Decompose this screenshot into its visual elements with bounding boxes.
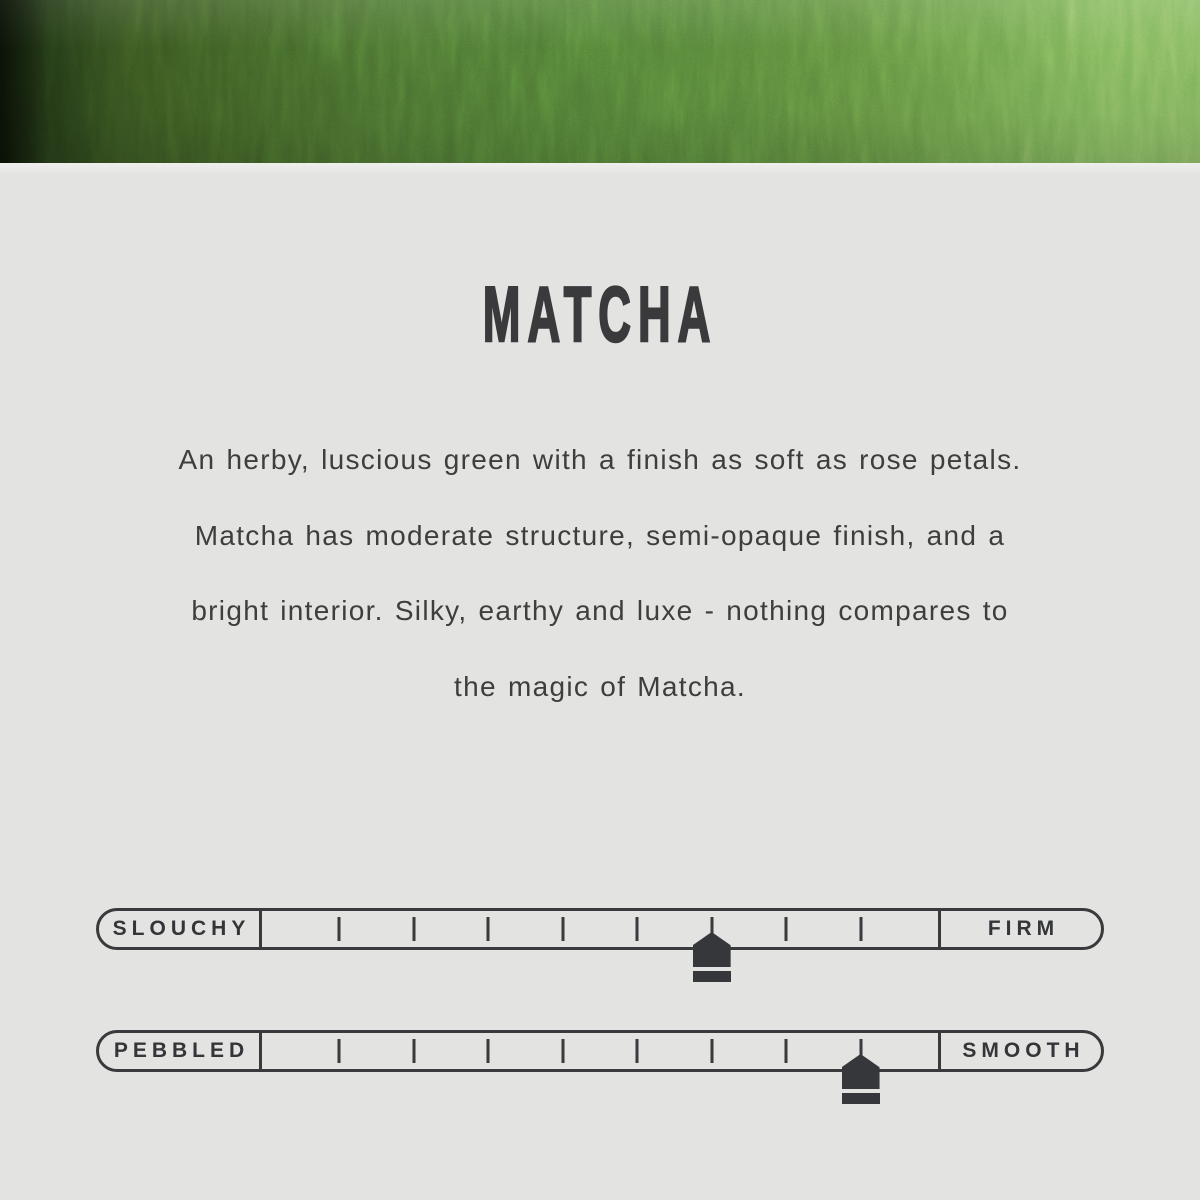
scale-left-label: PEBBLED [99, 1033, 262, 1069]
marker-base [693, 971, 731, 982]
scale-marker [693, 932, 731, 982]
scale-marker [842, 1054, 880, 1104]
scale-tick [487, 1039, 490, 1063]
color-description [0, 422, 1200, 724]
description-line: Matcha has moderate structure, semi-opaque finish, and a [194, 519, 1006, 551]
texture-scale [96, 1030, 1104, 1072]
scale-tick [487, 917, 490, 941]
hero-bottom-fade [0, 163, 1200, 175]
leather-texture-hero [0, 0, 1200, 163]
scale-tick [561, 1039, 564, 1063]
scale-tick [859, 917, 862, 941]
scale-left-label: SLOUCHY [99, 911, 262, 947]
scale-tick [338, 917, 341, 941]
leather-shading [0, 0, 1200, 163]
marker-base [842, 1093, 880, 1104]
color-title: MATCHA [482, 270, 718, 358]
scale-tick [338, 1039, 341, 1063]
scale-tick [412, 1039, 415, 1063]
scale-tick [636, 917, 639, 941]
description-line: An herby, luscious green with a finish as soft as rose petals. [178, 444, 1022, 475]
scale-track [265, 911, 935, 947]
scale-track [265, 1033, 935, 1069]
description-line: bright interior. Silky, earthy and luxe - nothing compares to [191, 595, 1009, 626]
marker-arrow-icon [693, 932, 731, 967]
scale-right-label: FIRM [938, 911, 1101, 947]
scale-tick [412, 917, 415, 941]
description-line: the magic of Matcha. [454, 670, 746, 702]
scale-tick [710, 1039, 713, 1063]
scale-tick [561, 917, 564, 941]
scale-tick [785, 917, 788, 941]
scale-tick [785, 1039, 788, 1063]
scale-right-label: SMOOTH [938, 1033, 1101, 1069]
marker-arrow-icon [842, 1054, 880, 1089]
scale-tick [636, 1039, 639, 1063]
structure-scale [96, 908, 1104, 950]
